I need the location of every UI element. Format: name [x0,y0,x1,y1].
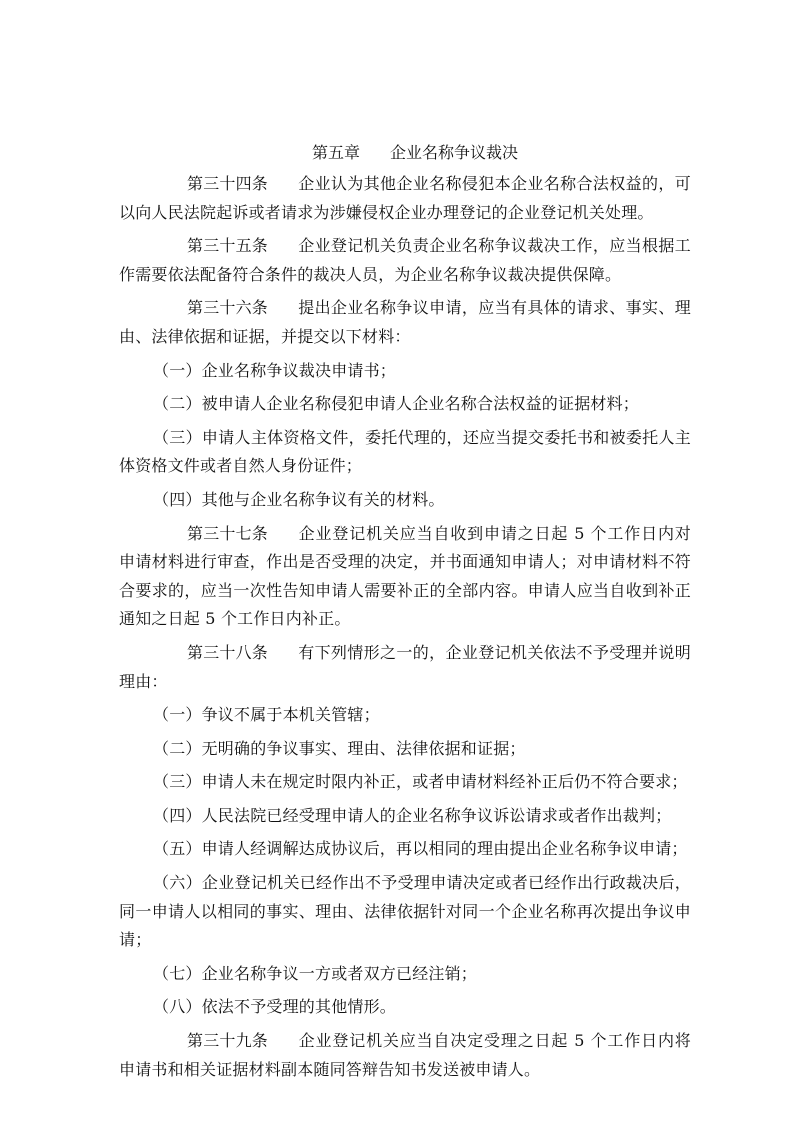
list-item: （一）争议不属于本机关管辖； [153,705,380,725]
list-item: （七）企业名称争议一方或者双方已经注销； [153,963,478,983]
list-item: （三）申请人主体资格文件，委托代理的，还应当提交委托书和被委托人主体资格文件或者自然人身份证件； [119,427,691,476]
article-36 [119,294,691,514]
list-item: （八）依法不予受理的其他情形。 [153,997,397,1017]
article-number: 第三十五条 [187,236,269,256]
article-number: 第三十四条 [187,174,269,193]
article-number: 第三十六条 [187,298,269,318]
article-number: 第三十八条 [187,642,269,662]
document-page [119,140,691,1089]
article-39 [119,1027,691,1084]
list-item: （三）申请人未在规定时限内补正，或者申请材料经补正后仍不符合要求； [153,772,688,792]
article-text: 有下列情形之一的，企业登记机关依法不予受理并说明理由： [119,642,691,691]
article-37 [119,520,691,634]
article-38 [119,639,691,1022]
article-35 [119,232,691,289]
list-item: （四）人民法院已经受理申请人的企业名称争议诉讼请求或者作出裁判； [153,805,672,825]
article-34 [119,170,691,227]
list-item: （六）企业登记机关已经作出不予受理申请决定或者已经作出行政裁决后，同一申请人以相同的事实、理由、法律依据针对同一个企业名称再次提出争议申请； [119,873,691,950]
chapter-title: 企业名称争议裁决 [390,143,519,162]
list-item: （四）其他与企业名称争议有关的材料。 [153,489,445,509]
list-item: （二）无明确的争议事实、理由、法律依据和证据； [153,738,526,758]
article-text: 企业登记机关负责企业名称争议裁决工作，应当根据工作需要依法配备符合条件的裁决人员，为企业名称争议裁决提供保障。 [119,236,691,284]
article-text: 企业登记机关应当自决定受理之日起 5 个工作日内将申请书和相关证据材料副本随同答辩告知书发送被申请人。 [119,1031,691,1079]
chapter-heading [119,140,691,166]
article-text: 企业认为其他企业名称侵犯本企业名称合法权益的，可以向人民法院起诉或者请求为涉嫌侵权企业办理登记的企业登记机关处理。 [119,174,691,222]
article-text: 企业登记机关应当自收到申请之日起 5 个工作日内对申请材料进行审查，作出是否受理的决定，并书面通知申请人；对申请材料不符合要求的，应当一次性告知申请人需要补正的全部内容。申请人应当自收到补正通知之日起 5 个工作日内补正。 [119,523,691,629]
article-number: 第三十九条 [187,1031,269,1051]
list-item: （五）申请人经调解达成协议后，再以相同的理由提出企业名称争议申请； [153,839,688,859]
chapter-number: 第五章 [311,143,360,162]
article-text: 提出企业名称争议申请，应当有具体的请求、事实、理由、法律依据和证据，并提交以下材料： [119,298,691,346]
list-item: （二）被申请人企业名称侵犯申请人企业名称合法权益的证据材料； [153,394,640,414]
article-number: 第三十七条 [187,523,269,543]
list-item: （一）企业名称争议裁决申请书； [153,360,397,380]
